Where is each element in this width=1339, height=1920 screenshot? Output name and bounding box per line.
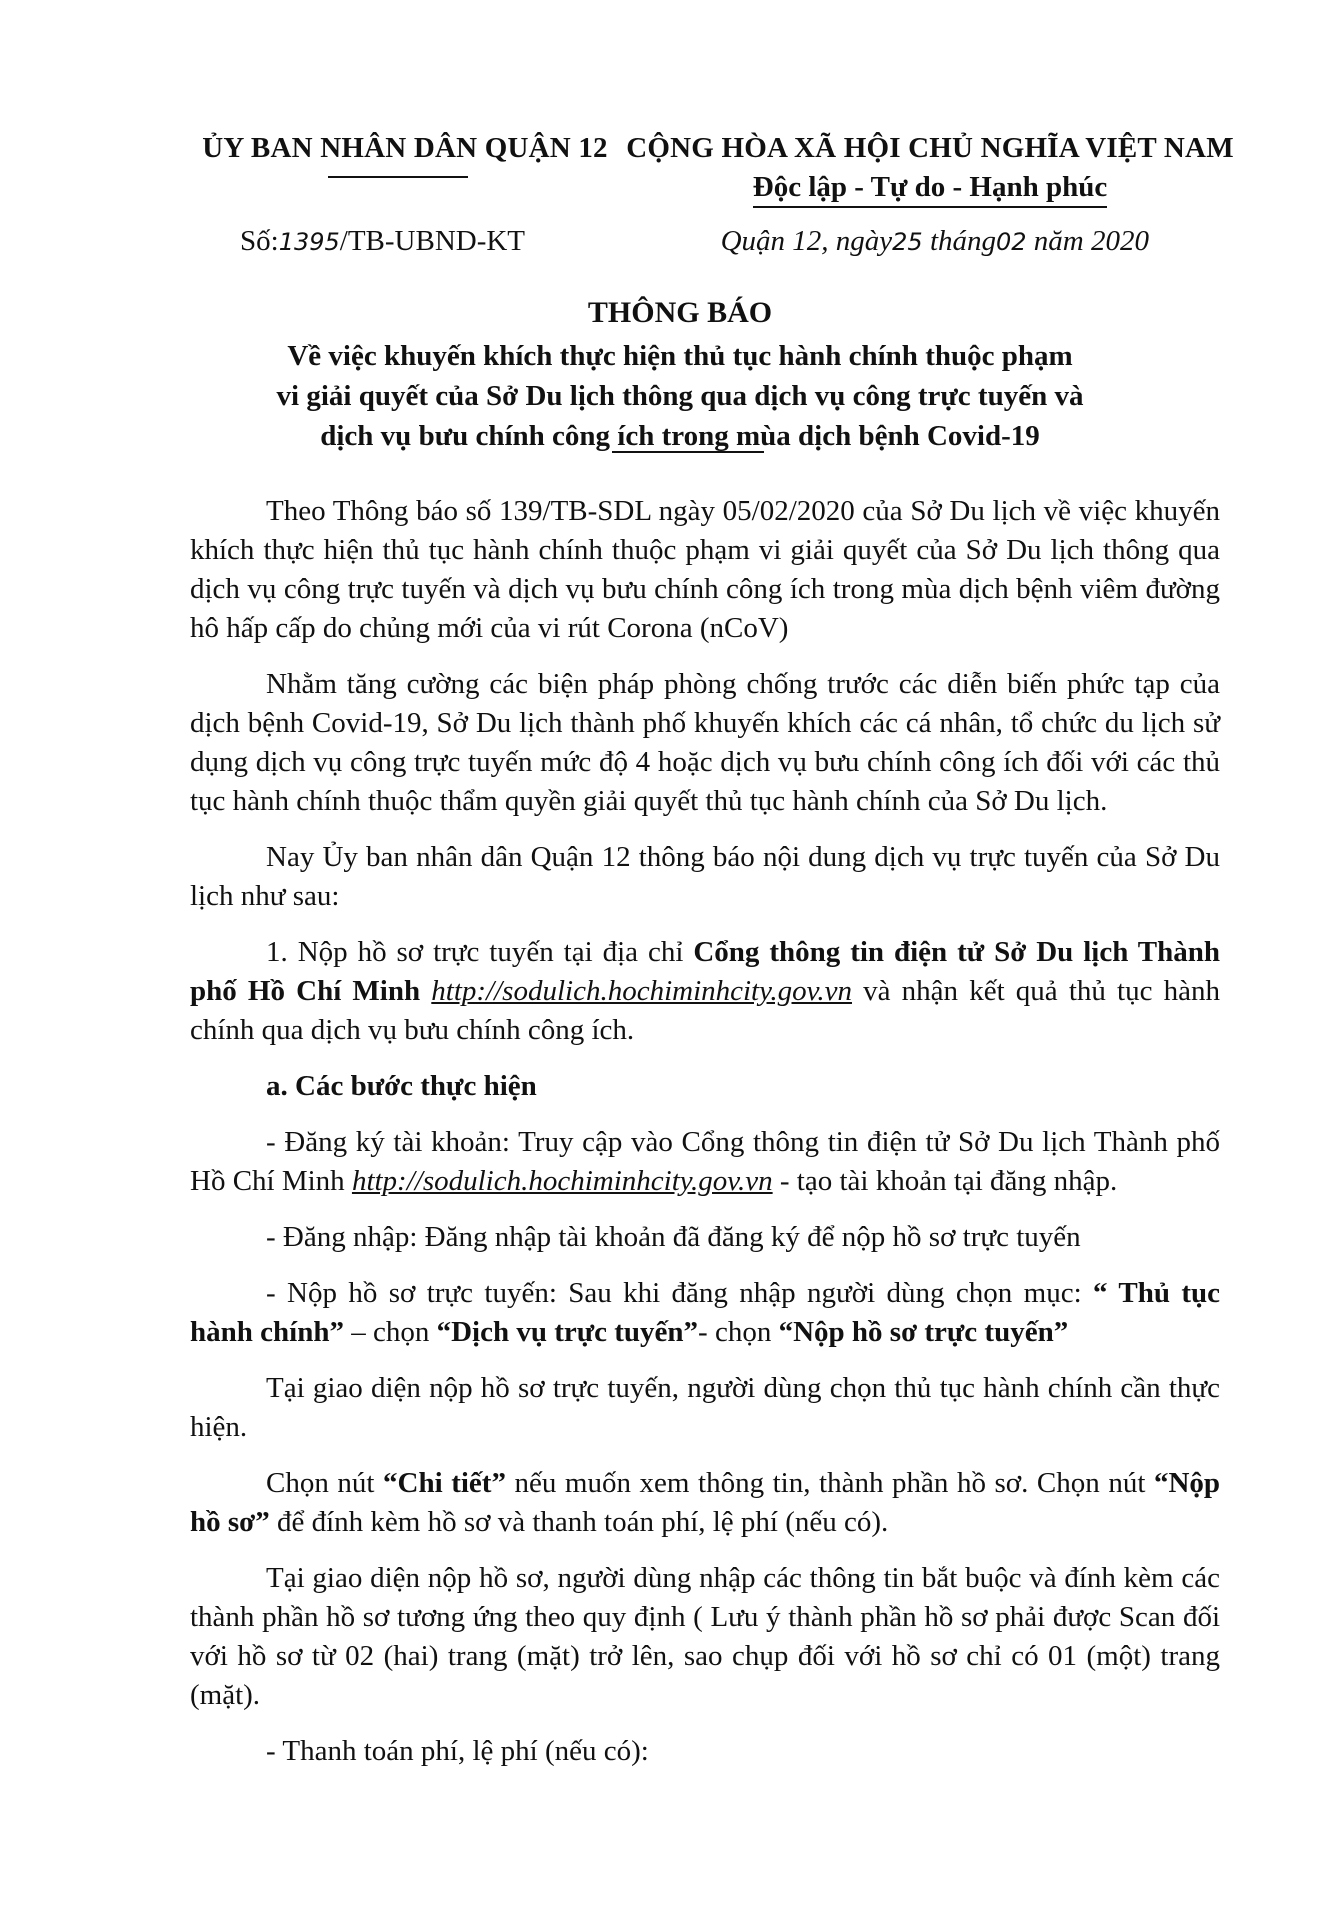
date-month: 02 — [996, 228, 1027, 256]
doc-number-suffix: /TB-UBND-KT — [339, 225, 526, 257]
portal-link[interactable]: http://sodulich.hochiminhcity.gov.vn — [351, 1165, 773, 1197]
portal-link[interactable]: http://sodulich.hochiminhcity.gov.vn — [431, 975, 852, 1007]
paragraph-login: - Đăng nhập: Đăng nhập tài khoản đã đăng ký để nộp hồ sơ trực tuyến — [266, 1221, 1081, 1253]
date-part-1: Quận 12, ngày — [720, 225, 893, 257]
issuing-agency-header — [170, 132, 640, 165]
title-line: vi giải quyết của Sở Du lịch thông qua dịch vụ công trực tuyến và — [276, 380, 1084, 412]
paragraph: Nay Ủy ban nhân dân Quận 12 thông báo nội dung dịch vụ trực tuyến của Sở Du lịch như sau: — [190, 841, 1220, 912]
title-line: dịch vụ bưu chính công ích trong mùa dịch bệnh Covid-19 — [320, 420, 1040, 452]
title-underline — [612, 451, 764, 453]
agency-underline — [328, 176, 468, 178]
paragraph: Tại giao diện nộp hồ sơ trực tuyến, người dùng chọn thủ tục hành chính cần thực hiện. — [190, 1372, 1220, 1443]
country-name: CỘNG HÒA XÃ HỘI CHỦ NGHĨA VIỆT NAM — [626, 132, 1234, 164]
section-heading: a. Các bước thực hiện — [266, 1070, 537, 1102]
paragraph-submit-online: - Nộp hồ sơ trực tuyến: Sau khi đăng nhập người dùng chọn mục: “ Thủ tục hành chính” – chọn “Dịch vụ trực tuyến”- chọn “Nộp hồ sơ trực tuyến” — [190, 1277, 1220, 1348]
title-main: THÔNG BÁO — [587, 296, 773, 329]
paragraph-online-submission: 1. Nộp hồ sơ trực tuyến tại địa chỉ Cổng thông tin điện tử Sở Du lịch Thành phố Hồ Chí Minh http://sodulich.hochiminhcity.gov.vn và nhận kết quả thủ tục hành chính qua dịch vụ bưu chính công ích. — [190, 936, 1221, 1046]
paragraph: Theo Thông báo số 139/TB-SDL ngày 05/02/2020 của Sở Du lịch về việc khuyến khích thực hiện thủ tục hành chính thuộc phạm vi giải quyết của Sở Du lịch thông qua dịch vụ công trực tuyến và dịch vụ bưu chính công ích trong mùa dịch bệnh viêm đường hô hấp cấp do chủng mới của vi rút Corona (nCoV) — [190, 495, 1220, 644]
date-part-3: năm 2020 — [1026, 225, 1149, 257]
doc-number-handwritten: 1395 — [278, 228, 340, 256]
national-motto: Độc lập - Tự do - Hạnh phúc — [753, 171, 1108, 208]
date-day: 25 — [892, 228, 923, 256]
paragraph-register: - Đăng ký tài khoản: Truy cập vào Cổng thông tin điện tử Sở Du lịch Thành phố Hồ Chí Minh http://sodulich.hochiminhcity.gov.vn - tạo tài khoản tại đăng nhập. — [190, 1126, 1220, 1197]
paragraph: Tại giao diện nộp hồ sơ, người dùng nhập các thông tin bắt buộc và đính kèm các thành phần hồ sơ tương ứng theo quy định ( Lưu ý thành phần hồ sơ phải được Scan đối với hồ sơ từ 02 (hai) trang (mặt) trở lên, sao chụp đối với hồ sơ chỉ có 01 (một) trang (mặt). — [190, 1562, 1220, 1711]
date-line — [721, 225, 1149, 258]
title-line: Về việc khuyến khích thực hiện thủ tục hành chính thuộc phạm — [287, 340, 1073, 372]
document-title — [160, 296, 1200, 456]
national-header — [610, 132, 1250, 208]
paragraph-buttons: Chọn nút “Chi tiết” nếu muốn xem thông tin, thành phần hồ sơ. Chọn nút “Nộp hồ sơ” để đính kèm hồ sơ và thanh toán phí, lệ phí (nếu có). — [190, 1467, 1221, 1538]
paragraph: Nhằm tăng cường các biện pháp phòng chống trước các diễn biến phức tạp của dịch bệnh Covid-19, Sở Du lịch thành phố khuyến khích các cá nhân, tổ chức du lịch sử dụng dịch vụ công trực tuyến mức độ 4 hoặc dịch vụ bưu chính công ích đối với các thủ tục hành chính thuộc thẩm quyền giải quyết thủ tục hành chính của Sở Du lịch. — [190, 668, 1220, 817]
document-number — [240, 225, 525, 258]
document-body — [190, 492, 1220, 1788]
doc-number-prefix: Số: — [240, 225, 279, 257]
portal-name: Cổng thông tin điện tử Sở Du lịch Thành phố Hồ Chí Minh — [190, 936, 1221, 1007]
paragraph-fees: - Thanh toán phí, lệ phí (nếu có): — [266, 1735, 649, 1767]
agency-name: ỦY BAN NHÂN DÂN QUẬN 12 — [202, 132, 608, 164]
date-part-2: tháng — [922, 225, 996, 257]
